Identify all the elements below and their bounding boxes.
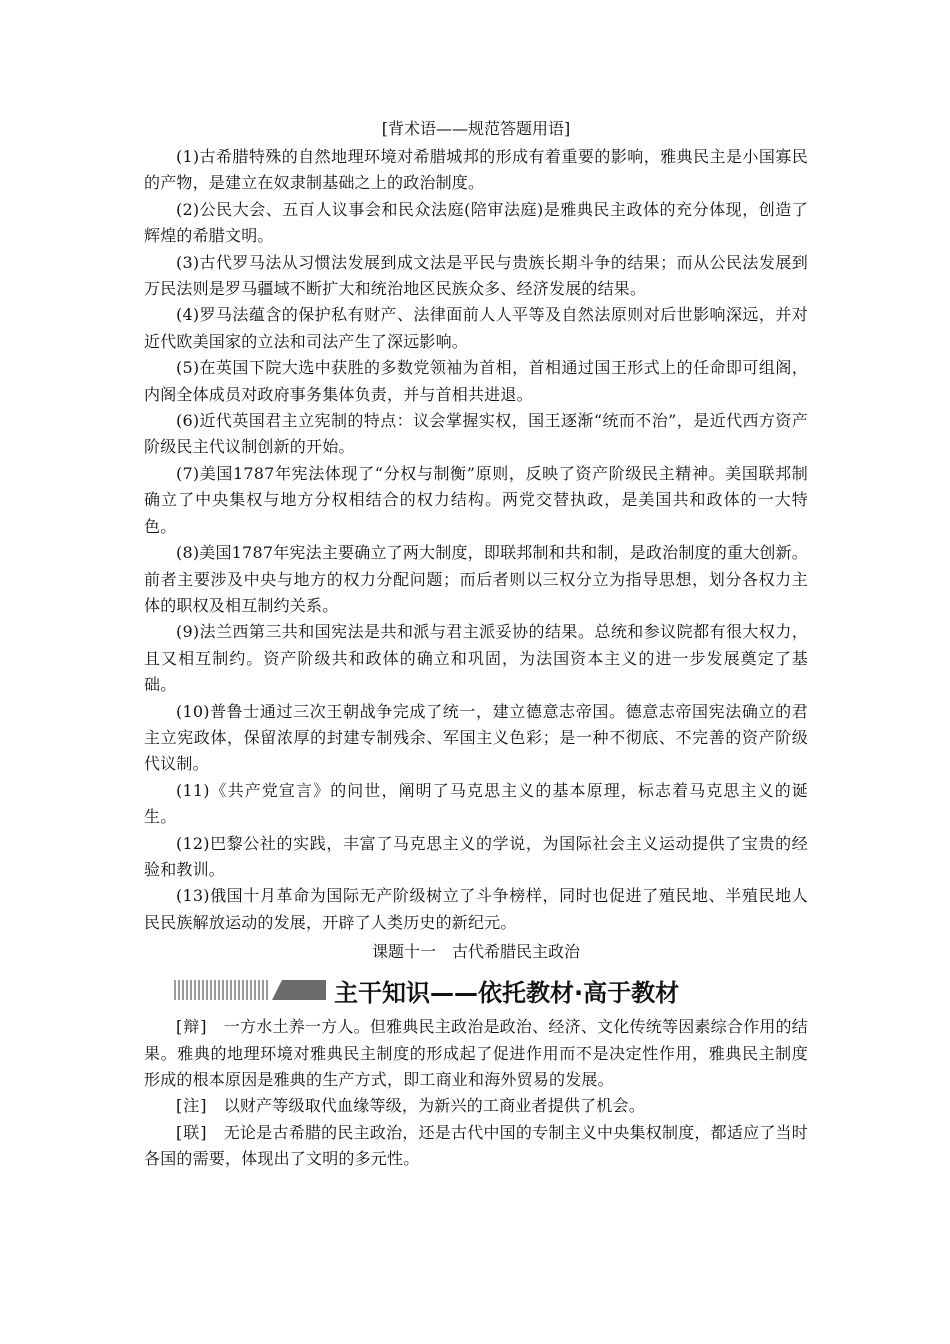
term-paragraph: (12)巴黎公社的实践，丰富了马克思主义的学说，为国际社会主义运动提供了宝贵的经验和教训。	[144, 833, 808, 879]
banner-stripes-decoration	[174, 980, 270, 1000]
note-text: 无论是古希腊的民主政治，还是古代中国的专制主义中央集权制度，都适应了当时各国的需要，体现出了文明的多元性。	[144, 1122, 808, 1169]
term-paragraph: (9)法兰西第三共和国宪法是共和派与君主派妥协的结果。总统和参议院都有很大权力，且又相互制约。资产阶级共和政体的确立和巩固，为法国资本主义的进一步发展奠定了基础。	[144, 622, 808, 695]
note-text: 以财产等级取代血缘等级，为新兴的工商业者提供了机会。	[207, 1096, 645, 1116]
note-tag: [联]	[176, 1122, 208, 1142]
term-paragraph: (2)公民大会、五百人议事会和民众法庭(陪审法庭)是雅典民主政体的充分体现，创造了辉煌的希腊文明。	[144, 199, 808, 246]
note-tag: [辩]	[176, 1017, 208, 1037]
lesson-title: 课题十一 古代希腊民主政治	[371, 942, 580, 962]
note-text: 一方水土养一方人。但雅典民主政治是政治、经济、文化传统等因素综合作用的结果。雅典的地理环境对雅典民主制度的形成起了促进作用而不是决定性作用，雅典民主制度形成的根本原因是雅典的生产方式，即工商业和海外贸易的发展。	[144, 1017, 808, 1089]
document-page	[144, 118, 808, 1173]
banner-slash-decoration	[272, 980, 282, 1000]
banner-title: 主干知识——依托教材·高于教材	[334, 978, 680, 1007]
term-paragraph: (11)《共产党宣言》的问世，阐明了马克思主义的基本原理，标志着马克思主义的诞生。	[144, 780, 808, 827]
term-paragraph: (4)罗马法蕴含的保护私有财产、法律面前人人平等及自然法原则对后世影响深远，并对近代欧美国家的立法和司法产生了深远影响。	[144, 305, 808, 351]
term-paragraph: (10)普鲁士通过三次王朝战争完成了统一，建立德意志帝国。德意志帝国宪法确立的君主立宪政体，保留浓厚的封建专制残余、军国主义色彩；是一种不彻底、不完善的资产阶级代议制。	[144, 701, 808, 774]
note-paragraph	[144, 1014, 808, 1093]
banner-bar-decoration	[282, 980, 326, 1000]
note-tag: [注]	[176, 1096, 208, 1116]
term-paragraph: (7)美国1787年宪法体现了“分权与制衡”原则，反映了资产阶级民主精神。美国联邦制确立了中央集权与地方分权相结合的权力结构。两党交替执政，是美国共和政体的一大特色。	[144, 463, 808, 536]
section-heading: [背术语——规范答题用语]	[381, 119, 571, 138]
term-paragraph: (8)美国1787年宪法主要确立了两大制度，即联邦制和共和制，是政治制度的重大创新。前者主要涉及中央与地方的权力分配问题；而后者则以三权分立为指导思想，划分各权力主体的职权及相互制约关系。	[144, 543, 808, 615]
term-paragraph: (13)俄国十月革命为国际无产阶级树立了斗争榜样，同时也促进了殖民地、半殖民地人民民族解放运动的发展，开辟了人类历史的新纪元。	[144, 886, 808, 932]
term-paragraph: (5)在英国下院大选中获胜的多数党领袖为首相，首相通过国王形式上的任命即可组阁，内阁全体成员对政府事务集体负责，并与首相共进退。	[144, 358, 808, 404]
term-paragraph: (3)古代罗马法从习惯法发展到成文法是平民与贵族长期斗争的结果；而从公民法发展到万民法则是罗马疆域不断扩大和统治地区民族众多、经济发展的结果。	[144, 252, 808, 299]
note-paragraph	[144, 1093, 808, 1119]
note-paragraph	[144, 1120, 808, 1173]
term-paragraph: (1)古希腊特殊的自然地理环境对希腊城邦的形成有着重要的影响，雅典民主是小国寡民的产物，是建立在奴隶制基础之上的政治制度。	[144, 147, 808, 193]
section-banner	[174, 972, 808, 1008]
term-paragraph: (6)近代英国君主立宪制的特点：议会掌握实权，国王逐渐“统而不治”，是近代西方资产阶级民主代议制创新的开始。	[144, 411, 808, 457]
